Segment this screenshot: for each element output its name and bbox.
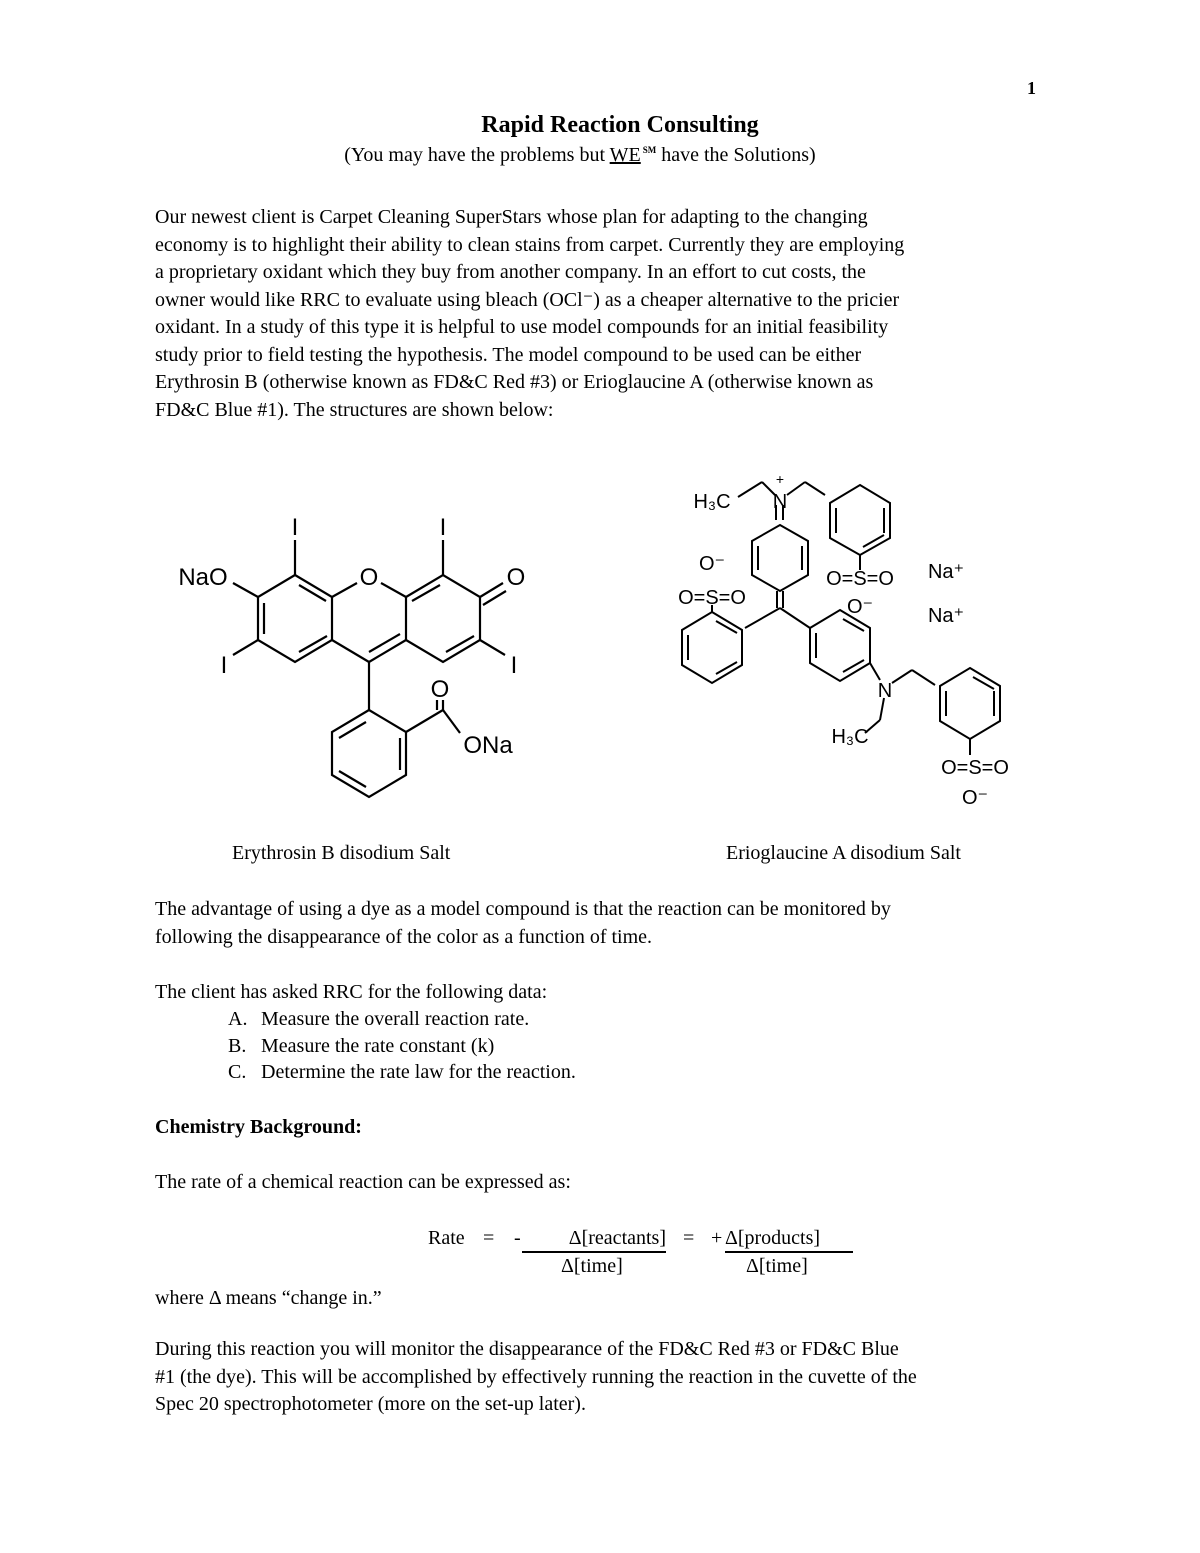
intro-line: Erythrosin B (otherwise known as FD&C Red #3) or Erioglaucine A (otherwise known as xyxy=(155,371,874,393)
sulfonate-left: O=S=O xyxy=(678,587,746,609)
intro-line: owner would like RRC to evaluate using bleach (OCl⁻) as a cheaper alternative to the pricier xyxy=(155,288,900,311)
list-text: Determine the rate law for the reaction. xyxy=(261,1061,576,1083)
page-number: 1 xyxy=(1027,78,1036,98)
subtitle-post: have the Solutions) xyxy=(656,144,816,166)
monitor-line: #1 (the dye). This will be accomplished by effectively running the reaction in the cuvette of the xyxy=(155,1365,917,1388)
intro-line: oxidant. In a study of this type it is helpful to use model compounds for an initial feasibility xyxy=(155,316,889,338)
subtitle-sm: SM xyxy=(642,145,657,155)
atom-o-minus: O⁻ xyxy=(846,596,874,618)
atom-iodine: I xyxy=(220,652,228,679)
list-text: Measure the overall reaction rate. xyxy=(261,1008,530,1030)
equation-numerator-reactants: Δ[reactants] xyxy=(522,1227,666,1253)
advantage-paragraph xyxy=(155,896,891,951)
equation-denominator: Δ[time] xyxy=(561,1255,623,1277)
atom-iodine: I xyxy=(439,514,447,541)
intro-line: study prior to field testing the hypothesis. The model compound to be used can be either xyxy=(155,343,862,366)
intro-paragraph xyxy=(155,204,904,424)
atom-o-carbonyl: O xyxy=(430,676,450,703)
advantage-line: The advantage of using a dye as a model compound is that the reaction can be monitored by xyxy=(155,898,891,920)
intro-line: FD&C Blue #1). The structures are shown below: xyxy=(155,398,554,421)
atom-n-plus: N xyxy=(772,491,788,513)
erioglaucine-a-structure xyxy=(660,465,1040,815)
delta-definition: where Δ means “change in.” xyxy=(155,1287,382,1309)
document-subtitle xyxy=(0,144,1160,167)
atom-o-minus: O⁻ xyxy=(698,553,726,575)
intro-line: Our newest client is Carpet Cleaning SuperStars whose plan for adapting to the changing xyxy=(155,206,868,228)
advantage-line: following the disappearance of the color as a function of time. xyxy=(155,925,653,948)
atom-o-minus: O⁻ xyxy=(961,787,989,809)
sulfonate-right: O=S=O xyxy=(941,757,1009,779)
erythrosin-b-structure xyxy=(170,505,540,815)
intro-line: a proprietary oxidant which they buy from another company. In an effort to cut costs, the xyxy=(155,261,866,283)
caption-erythrosin: Erythrosin B disodium Salt xyxy=(232,842,451,864)
rate-intro: The rate of a chemical reaction can be expressed as: xyxy=(155,1171,571,1193)
monitor-line: Spec 20 spectrophotometer (more on the set-up later). xyxy=(155,1393,586,1415)
request-list xyxy=(228,1006,576,1086)
list-letter: B. xyxy=(228,1034,247,1057)
document-title: Rapid Reaction Consulting xyxy=(481,112,759,138)
equation-numerator-products: Δ[products] xyxy=(725,1227,853,1253)
intro-line: economy is to highlight their ability to clean stains from carpet. Currently they are employing xyxy=(155,233,905,256)
atom-n: N xyxy=(877,680,893,702)
monitor-line: During this reaction you will monitor the disappearance of the FD&C Red #3 or FD&C Blue xyxy=(155,1338,899,1360)
equation-denominator: Δ[time] xyxy=(746,1255,808,1277)
atom-h3c: H₃C xyxy=(693,491,731,513)
sulfonate-mid: O=S=O xyxy=(826,568,894,590)
equation-equals: = xyxy=(683,1227,695,1249)
equation-plus: + xyxy=(711,1227,723,1249)
atom-h3c: H₃C xyxy=(831,726,869,748)
list-letter: C. xyxy=(228,1061,247,1083)
subtitle-pre: (You may have the problems but xyxy=(344,144,610,166)
equation-equals: = xyxy=(483,1227,495,1249)
list-item xyxy=(228,1006,576,1033)
section-heading: Chemistry Background: xyxy=(155,1116,362,1138)
caption-erioglaucine: Erioglaucine A disodium Salt xyxy=(726,842,961,864)
monitor-paragraph xyxy=(155,1336,917,1419)
atom-nao: NaO xyxy=(178,564,228,591)
list-text: Measure the rate constant (k) xyxy=(261,1034,495,1057)
atom-ona: ONa xyxy=(463,732,513,759)
sodium-ion: Na⁺ xyxy=(927,561,965,583)
request-intro: The client has asked RRC for the following data: xyxy=(155,981,548,1003)
subtitle-we: WE xyxy=(609,144,641,166)
equation-minus: - xyxy=(514,1227,521,1249)
atom-o-keto: O xyxy=(506,564,526,591)
equation-lhs: Rate xyxy=(428,1227,465,1249)
atom-o-ring: O xyxy=(359,564,379,591)
sodium-ion: Na⁺ xyxy=(927,605,965,627)
charge-plus: + xyxy=(775,471,785,487)
atom-iodine: I xyxy=(510,652,518,679)
list-letter: A. xyxy=(228,1008,248,1030)
list-item xyxy=(228,1033,576,1060)
list-item xyxy=(228,1059,576,1086)
atom-iodine: I xyxy=(291,514,299,541)
